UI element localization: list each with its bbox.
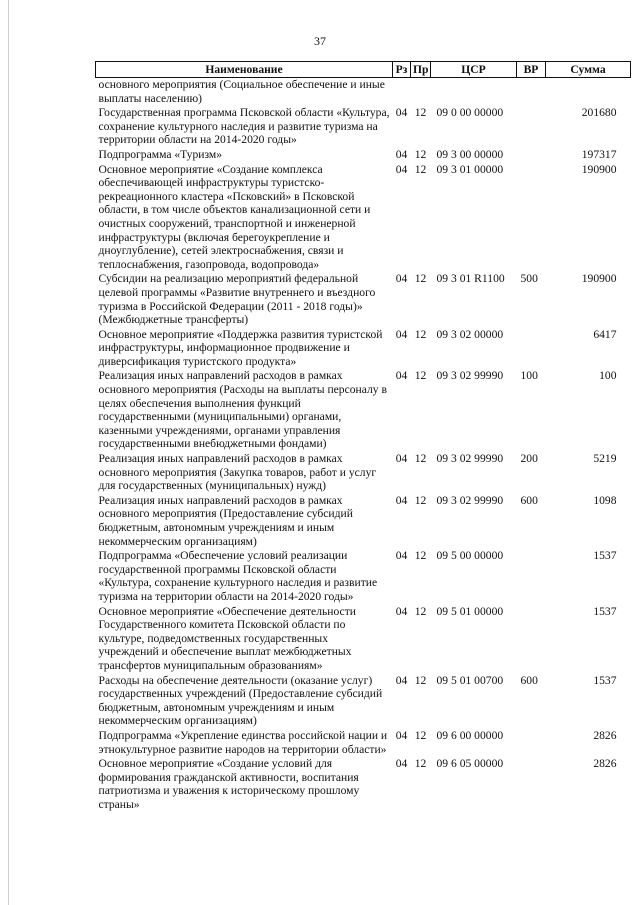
cell-sum: 1537 — [593, 549, 617, 563]
cell-vr — [517, 757, 546, 812]
cell-name: Расходы на обеспечение деятельности (оказание услуг) государственных учреждений (Предоставление субсидий бюджетным, автономным учреждениям и иным некоммерческим организациям) — [98, 673, 383, 728]
cell-rz: 04 — [395, 327, 408, 341]
cell-sum: 5219 — [593, 452, 617, 466]
cell-rz: 04 — [395, 369, 408, 383]
cell-pr: 12 — [414, 162, 427, 176]
table-row — [96, 494, 631, 549]
cell-sum: 100 — [599, 369, 617, 383]
cell-rz: 04 — [395, 162, 408, 176]
table-row — [96, 729, 631, 757]
header-row — [96, 62, 631, 78]
page-number: 37 — [314, 34, 326, 48]
cell-vr — [517, 328, 546, 370]
cell-pr: 12 — [414, 147, 427, 161]
cell-rz: 04 — [395, 147, 408, 161]
table-row — [96, 757, 631, 812]
cell-rz — [393, 78, 411, 107]
cell-csr: 09 0 00 00000 — [436, 106, 504, 120]
scan-edge-line — [8, 0, 9, 905]
cell-name: Реализация иных направлений расходов в рамках основного мероприятия (Закупка товаров, работ и услуг для государственных (муниципальных) нужд) — [98, 452, 377, 493]
cell-rz: 04 — [395, 493, 408, 507]
cell-vr: 100 — [520, 369, 538, 383]
cell-name: Подпрограмма «Обеспечение условий реализации государственной программы Псковской области «Культура, сохранение культурного наследия и развитие туризма на территории области на 2014-2020 годы» — [98, 549, 378, 603]
table-row — [96, 272, 631, 327]
cell-sum: 1537 — [593, 604, 617, 618]
table-row — [96, 605, 631, 674]
cell-sum: 190900 — [581, 272, 617, 286]
table-body — [96, 78, 631, 813]
cell-vr — [517, 605, 546, 674]
cell-name: Реализация иных направлений расходов в рамках основного мероприятия (Предоставление субсидий бюджетным, автономным учреждениям и иным некоммерческим организациям) — [98, 493, 353, 548]
cell-csr: 09 3 01 00000 — [436, 162, 504, 176]
cell-vr: 500 — [520, 272, 538, 286]
table-row — [96, 452, 631, 494]
cell-vr — [517, 163, 546, 273]
header-rz: Рз — [393, 62, 411, 78]
header-vr: ВР — [517, 62, 546, 78]
cell-pr — [411, 78, 431, 107]
cell-rz: 04 — [395, 728, 408, 742]
cell-rz: 04 — [395, 272, 408, 286]
table-row — [96, 148, 631, 163]
budget-table — [95, 61, 631, 812]
cell-name: Государственная программа Псковской области «Культура, сохранение культурного наследия и развитие туризма на территории области на 2014-2020 годы» — [98, 106, 390, 147]
table-row — [96, 163, 631, 273]
cell-name: Основное мероприятие «Обеспечение деятельности Государственного комитета Псковской области по культуре, подведомственных государственных учреждений и обеспечение выплат межбюджетных трансфертов муниципальным образованиям» — [98, 604, 356, 672]
cell-vr: 600 — [520, 673, 538, 687]
cell-sum: 190900 — [581, 162, 617, 176]
cell-pr: 12 — [414, 452, 427, 466]
cell-pr: 12 — [414, 369, 427, 383]
cell-vr — [517, 106, 546, 148]
cell-name: Основное мероприятие «Создание условий для формирования гражданской активности, воспитания патриотизма и уважения к историческому прошлому страны» — [98, 757, 360, 811]
cell-csr: 09 5 01 00700 — [436, 673, 504, 687]
cell-pr: 12 — [414, 757, 427, 771]
cell-csr: 09 5 00 00000 — [436, 549, 504, 563]
cell-sum: 2826 — [593, 757, 617, 771]
table-row — [96, 328, 631, 370]
cell-sum: 201680 — [581, 106, 617, 120]
table-row — [96, 549, 631, 604]
cell-sum: 6417 — [593, 327, 617, 341]
cell-rz: 04 — [395, 549, 408, 563]
cell-rz: 04 — [395, 604, 408, 618]
cell-vr — [517, 78, 546, 107]
cell-sum: 1098 — [593, 493, 617, 507]
cell-pr: 12 — [414, 549, 427, 563]
cell-name: Основное мероприятие «Поддержка развития туристской инфраструктуры, информационное продвижение и диверсификация туристского продукта» — [98, 327, 383, 368]
cell-csr: 09 6 05 00000 — [436, 757, 504, 771]
cell-rz: 04 — [395, 452, 408, 466]
cell-rz: 04 — [395, 673, 408, 687]
table-row — [96, 369, 631, 452]
table-row — [96, 674, 631, 729]
table-row — [96, 78, 631, 107]
cell-pr: 12 — [414, 728, 427, 742]
cell-sum: 197317 — [581, 147, 617, 161]
cell-csr: 09 3 02 99990 — [436, 369, 504, 383]
cell-vr: 200 — [520, 452, 538, 466]
cell-csr: 09 3 02 00000 — [436, 327, 504, 341]
cell-sum: 2826 — [593, 728, 617, 742]
header-sum: Сумма — [546, 62, 631, 78]
table-header — [96, 62, 631, 78]
cell-csr — [431, 78, 517, 107]
cell-vr — [517, 148, 546, 163]
cell-pr: 12 — [414, 604, 427, 618]
cell-csr: 09 3 02 99990 — [436, 452, 504, 466]
cell-name: Подпрограмма «Туризм» — [98, 147, 223, 161]
cell-sum: 1537 — [593, 673, 617, 687]
cell-csr: 09 3 01 R1100 — [436, 272, 505, 286]
cell-name: Основное мероприятие «Создание комплекса обеспечивающей инфраструктуры туристско-рекреационного кластера «Псковский» в Псковской области, в том числе объектов канализационной сети и очистных сооружений, транспортной и инженерной инфраструктуры (включая берегоукрепление и дноуглубление), сетей электроснабжения, связи и теплоснабжения, газопровода, водопровода» — [98, 162, 371, 271]
header-name: Наименование — [96, 62, 393, 78]
cell-sum — [546, 78, 631, 107]
cell-pr: 12 — [414, 673, 427, 687]
cell-name: Реализация иных направлений расходов в рамках основного мероприятия (Расходы на выплаты персоналу в целях обеспечения выполнения функций государственными (муниципальными) органами, казенными учреждениями, органами управления государственными внебюджетными фондами) — [98, 369, 387, 451]
cell-csr: 09 3 00 00000 — [436, 147, 504, 161]
header-csr: ЦСР — [431, 62, 517, 78]
cell-rz: 04 — [395, 757, 408, 771]
cell-rz: 04 — [395, 106, 408, 120]
cell-csr: 09 3 02 99990 — [436, 493, 504, 507]
cell-vr — [517, 729, 546, 757]
header-pr: Пр — [411, 62, 431, 78]
cell-name: основного мероприятия (Социальное обеспечение и иные выплаты населению) — [96, 78, 393, 107]
cell-name: Субсидии на реализацию мероприятий федеральной целевой программы «Развитие внутреннего и въездного туризма в Российской Федерации (2011 - 2018 годы)» (Межбюджетные трансферты) — [98, 272, 376, 327]
cell-pr: 12 — [414, 106, 427, 120]
cell-name: Подпрограмма «Укрепление единства российской нации и этнокультурное развитие народов на территории области» — [98, 728, 388, 756]
cell-pr: 12 — [414, 272, 427, 286]
cell-vr: 600 — [520, 493, 538, 507]
cell-csr: 09 6 00 00000 — [436, 728, 504, 742]
cell-pr: 12 — [414, 493, 427, 507]
cell-pr: 12 — [414, 327, 427, 341]
cell-csr: 09 5 01 00000 — [436, 604, 504, 618]
cell-vr — [517, 549, 546, 604]
table-row — [96, 106, 631, 148]
